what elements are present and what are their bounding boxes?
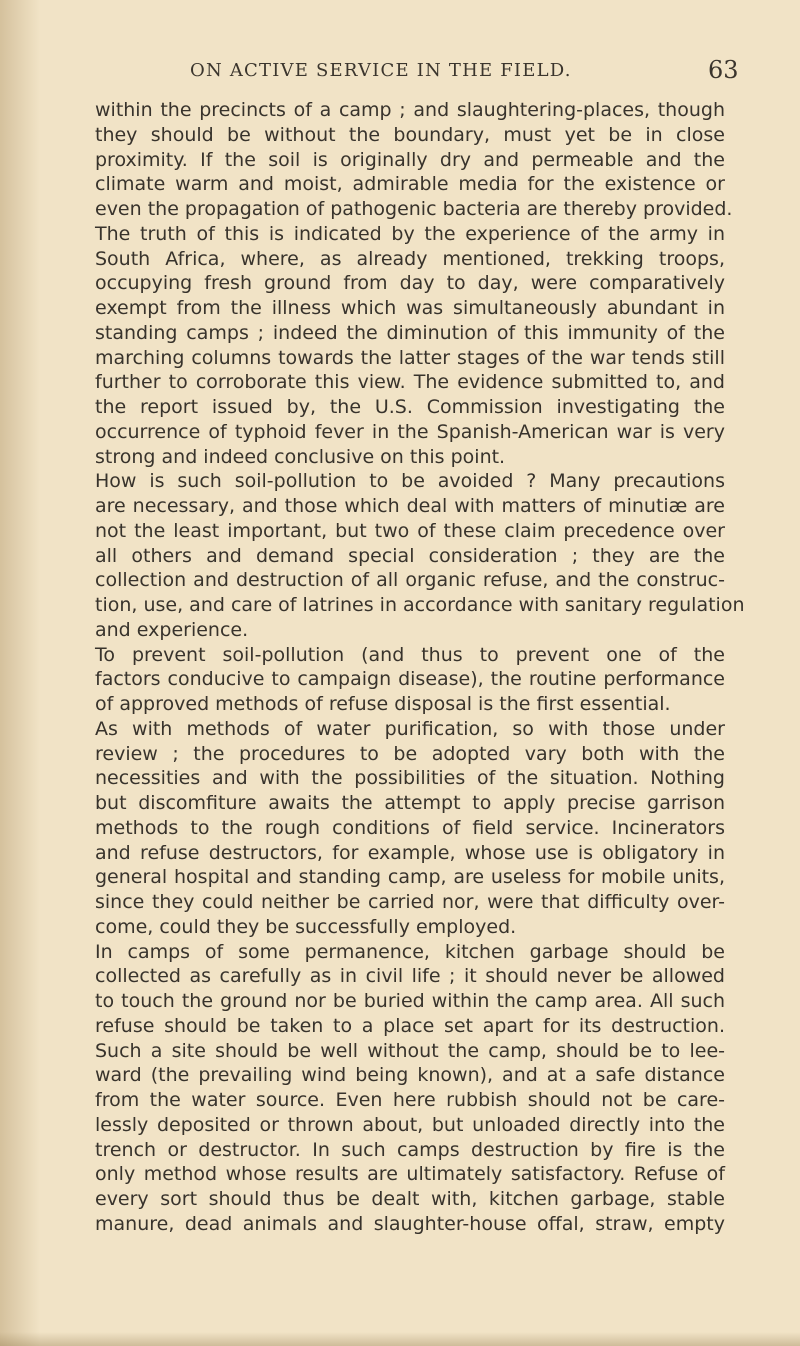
text-line: they should be without the boundary, must yet be in close — [95, 123, 725, 146]
text-line: trench or destructor. In such camps destruction by fire is the — [95, 1138, 725, 1161]
text-line: not the least important, but two of these claim precedence over — [95, 519, 725, 542]
text-line: occurrence of typhoid fever in the Spanish-American war is very — [95, 420, 725, 443]
text-line: marching columns towards the latter stages of the war tends still — [95, 346, 725, 369]
text-line: review ; the procedures to be adopted vary both with the — [95, 742, 725, 765]
text-line: exempt from the illness which was simultaneously abundant in — [95, 297, 725, 319]
text-line: strong and indeed conclusive on this point. — [95, 445, 506, 468]
running-head — [0, 58, 800, 88]
text-line: all others and demand special consideration ; they are the — [95, 544, 725, 567]
text-line: necessities and with the possibilities of the situation. Nothing — [95, 767, 725, 790]
text-line: refuse should be taken to a place set apart for its destruction. — [95, 1014, 725, 1037]
text-line: How is such soil-pollution to be avoided ? Many precautions — [95, 470, 725, 493]
text-line: ward (the prevailing wind being known), and at a safe distance — [95, 1064, 725, 1087]
text-line: Such a site should be well without the camp, should be to lee- — [95, 1039, 725, 1062]
text-line: factors conducive to campaign disease), the routine performance — [95, 668, 725, 691]
text-line: methods to the rough conditions of field service. Incinerators — [95, 816, 725, 839]
page-gutter-shadow — [0, 0, 40, 1346]
text-line: and experience. — [95, 618, 249, 641]
running-title: ON ACTIVE SERVICE IN THE FIELD. — [190, 60, 572, 81]
text-line: collection and destruction of all organic refuse, and the construc- — [95, 569, 725, 592]
page-number: 63 — [708, 56, 739, 84]
text-line: to touch the ground nor be buried within the camp area. All such — [95, 990, 725, 1012]
text-line: climate warm and moist, admirable media for the existence or — [95, 173, 725, 196]
text-line: In camps of some permanence, kitchen garbage should be — [95, 940, 725, 963]
text-line: standing camps ; indeed the diminution of this immunity of the — [95, 321, 725, 344]
text-line: of approved methods of refuse disposal is the first essential. — [95, 693, 671, 715]
text-line: from the water source. Even here rubbish should not be care- — [95, 1089, 725, 1111]
text-line: To prevent soil-pollution (and thus to prevent one of the — [95, 643, 725, 666]
text-line: even the propagation of pathogenic bacteria are thereby provided. — [95, 198, 733, 220]
text-line: general hospital and standing camp, are useless for mobile units, — [95, 866, 725, 889]
text-line: As with methods of water purification, so with those under — [95, 717, 725, 740]
text-line: proximity. If the soil is originally dry and permeable and the — [95, 148, 725, 171]
text-line: the report issued by, the U.S. Commission investigating the — [95, 396, 725, 418]
text-line: since they could neither be carried nor, were that difficulty over- — [95, 891, 725, 913]
text-line: collected as carefully as in civil life ; it should never be allowed — [95, 965, 725, 988]
page-bottom-edge — [0, 1332, 800, 1346]
text-line: and refuse destructors, for example, whose use is obligatory in — [95, 841, 725, 864]
text-line: The truth of this is indicated by the experience of the army in — [95, 222, 725, 245]
text-line: occupying fresh ground from day to day, were comparatively — [95, 272, 725, 295]
body-text — [95, 98, 745, 1237]
text-line: South Africa, where, as already mentioned, trekking troops, — [95, 247, 725, 270]
text-line: further to corroborate this view. The evidence submitted to, and — [95, 371, 725, 394]
text-line: within the precincts of a camp ; and slaughtering-places, though — [95, 99, 725, 121]
text-line: every sort should thus be dealt with, kitchen garbage, stable — [95, 1188, 725, 1210]
text-line: only method whose results are ultimately satisfactory. Refuse of — [95, 1163, 725, 1186]
text-line: are necessary, and those which deal with matters of minutiæ are — [95, 495, 725, 517]
text-line: but discomfiture awaits the attempt to apply precise garrison — [95, 792, 725, 814]
text-line: come, could they be successfully employed. — [95, 915, 517, 938]
text-line: lessly deposited or thrown about, but unloaded directly into the — [95, 1113, 725, 1136]
text-line: manure, dead animals and slaughter-house offal, straw, empty — [95, 1212, 725, 1235]
text-line: tion, use, and care of latrines in accordance with sanitary regulation — [95, 594, 745, 616]
